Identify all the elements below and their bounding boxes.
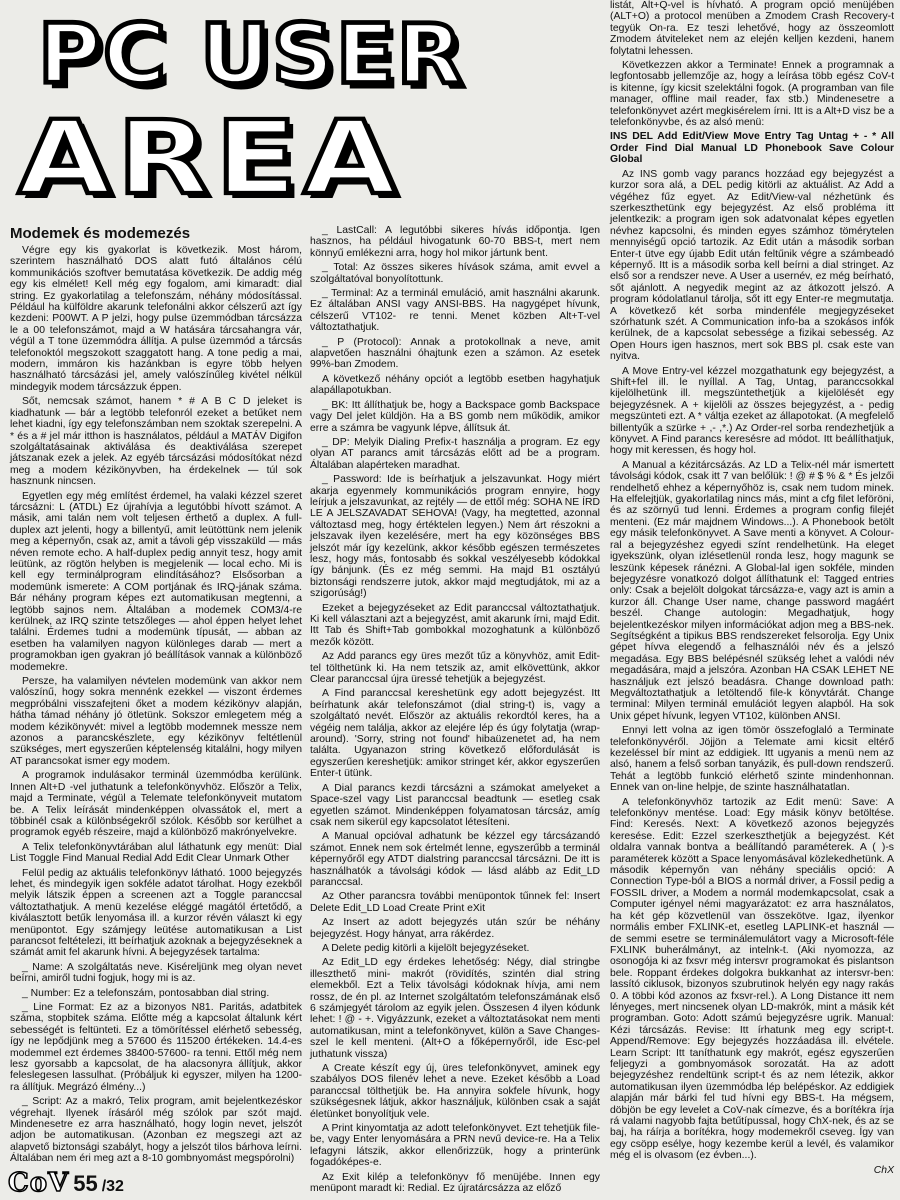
magazine-logo: CoV xyxy=(8,1168,70,1198)
paragraph: A Print kinyomtatja az adott telefonkönyvet. Ezt tehetjük file-be, vagy Enter lenyomására a PRN nevű device-re. Ha a Telix lefagyni látszik, akkor ellenőrizzük, hogy a printerünk fogadóképes-e. xyxy=(310,1123,600,1169)
paragraph: Ezeket a bejegyzéseket az Edit paranccsal változtathatjuk. Ki kell választani azt a bejegyzést, amit akarunk írni, majd Edit. Itt Tab és Shift+Tab gombokkal mozoghatunk a különböző mezők között. xyxy=(310,602,600,648)
paragraph: Az Add parancs egy üres mezőt tűz a könyvhöz, amit Edit-tel tölthetünk ki. Ha nem tetszik az, amit elkövettünk, akkor Clear paranccsal újra üressé tehetjük a bejegyzést. xyxy=(310,651,600,686)
paragraph: Az INS gomb vagy parancs hozzáad egy bejegyzést a kurzor sora alá, a DEL pedig kitörli az aktuálist. Az Add a végéhez fűz egyet. Az Edit/View-val nézhetünk és szerkeszthetünk egy bejegyzést. Az első probléma itt jelentkezik: a program igen sok adatvonalat képes egyetlen névhez kapcsolni, és minden egyes számhoz tömérytelen mennyiségű opció tartozik. Az Edit után a második sorban Enter-t ütve egy újabb Edit után feltűnik végre a számbeadó képernyő. Itt is a második sorba kell beírni a dial stringet. Az első sor a rendszer neve. A User a usernév, ez még beírható, sőt ajánlott. A negyedik megint az az átkozott jelszó. A program kódolatlanul tárolja, sőt itt egy Enter-re megmutatja. A következő két sorba mindenféle megjegyzéseket szórhatunk szét. A Communication info-ba a szokásos infók kerülnek, de a kapcsolat sebessége a fizikai sebesség. Az Open Hours igen hasznos, mert sok BBS pl. csak este van nyitva. xyxy=(610,168,894,363)
column-1 xyxy=(10,245,302,1165)
paragraph: A Create készít egy új, üres telefonkönyvet, aminek egy szabályos DOS filenév lehet a neve. Ezeket később a Load paranccsal tölthetjük be. Ha annyira sokfele hívunk, hogy szükségesnek látjuk, akkor használjuk, különben csak a saját életünket bonyolítjuk vele. xyxy=(310,1063,600,1120)
paragraph: A programok indulásakor terminál üzemmódba kerülünk. Innen Alt+D -vel juthatunk a telefonkönyvhöz. Először a Telix, majd a Terminate, végül a Telemate telefonkönyveit mutatom be. A Telix leírását mindenképpen olvassátok el, mert a többinél csak a különbségekről szólok. Később sor kerülhet a programok egyéb részeire, majd a különböző makrónyelvekre. xyxy=(10,770,302,839)
paragraph: A Manual opcióval adhatunk be kézzel egy tárcsázandó számot. Ennek nem sok értelmét lenne, egyszerűbb a terminál képernyőről egy ATDT dialstring paranccsal tárcsázni. De itt is használhatók a távolsági kódok — lásd alább az Edit_LD paranccsal. xyxy=(310,831,600,888)
command-list: INS DEL Add Edit/View Move Entry Tag Untag + - * All Order Find Dial Manual LD Phonebook Save Colour Global xyxy=(610,131,894,166)
paragraph: A Telix telefonkönyvtárában alul láthatunk egy menüt: Dial List Toggle Find Manual Redial Add Edit Clear Unmark Other xyxy=(10,841,302,865)
paragraph: A Delete pedig kitörli a kijelölt bejegyzéseket. xyxy=(322,942,530,954)
paragraph: listát, Alt+Q-vel is hívható. A program opció menüjében (ALT+O) a protocol menüben a Zmodem Crash Recovery-t tegyük On-ra. Ez teszi lehetővé, hogy az összeomlott Zmodem átviteleket nem az elején kelljen kezdeni, hanem folytatni lehessen. xyxy=(610,0,894,57)
paragraph: A Manual a kézitárcsázás. Az LD a Telix-nél már ismertett távolsági kódok, csak itt 7 van belőlük: ! @ # $ % & * És jelzői rendelhető ehhez a képernyőhöz is, csak nem tudom minek. Ha elfelejtjük, gyakorlatilag nincs más, mint a cfg filet leföröni, és az szörnyű tud lenni. Érdemes a program config filejét menteni. (Ez már majdnem Windows...). A Phonebook betölt egy másik telefonkönyvet. A Save menti a könyvet. A Colour-ral a bejegyzéshez egyedi színt rendelhetünk. Ha eleget igyekszünk, olyan izlésetlenül ronda lesz, hogy magunk se leszünk képesek ránézni. A Global-lal igen sokféle, minden bejegyzésre vonatkozó dolgot állíthatunk el: Tagged entries only: Csak a bejelölt dolgokat tárcsázza-e, vagy azt is amin a kurzor áll. Change User name, change password magáért beszél. Change autologin: Megadhatjuk, hogy bejelentkezéskor milyen információkat adjon meg a BBS-nek. Segítségként a tipikus BBS rendszereket felsorolja. Egy Unix gépet hívva elegendő a felhasználói név és a jelszó megadása. Egy BBS belépésnél szükség lehet a valódi név megadására, majd a jelszóra. Azonban HA CSAK LEHET NE használjuk ezt jelszó beadásra. Change download path: Megváltoztathatjuk a letöltendő file-k könyvtárát. Change terminal: Milyen terminál emulációt legyen alapból. Ha sok Unix gépet hívunk, legyen VT102, különben ANSI. xyxy=(610,459,894,722)
masthead-line2: AREA xyxy=(18,99,403,218)
paragraph: A Move Entry-vel kézzel mozgathatunk egy bejegyzést, a Shift+fel ill. le nyíllal. A Tag, Untag, paranccsokkal kijelölhetünk ill. megszüntethetjük a kijelölését egy bejegyzésnek. A + kijelöli az összes bejegyzést, a - pedig megszünteti ezt. A * váltja ezeket az állapotokat. (A megfelelő billentyűk a szürke + ,- ,*.) Az Order-rel sorba rendezhetjük a könyvet. A Find parancs keresésre ad módot. Itt beállíthatjuk, hogy mit keressen, és hogy hol. xyxy=(610,365,894,457)
author-signature: ChX xyxy=(873,1164,894,1176)
paragraph: Ennyi lett volna az igen tömör összefoglaló a Terminate telefonkönyvéről. Jöjjön a Telemate ami kicsit eltérő kezeléssel bír mint az eddigiek. Itt ugyanis a menü nem az alsó, hanem a felső sorban tanyázik, és pull-down rendszerű. Tehát a legtöbb funkció elérhető szinte mindenhonnan. Ennek van on-line helpje, de szinte használhatatlan. xyxy=(610,725,894,794)
paragraph: _ Terminal: Az a terminál emuláció, amit használni akarunk. Ez általában ANSI vagy ANSI-BBS. Ha nagygépet hívunk, célszerű VT102- re tenni. Menet közben Alt+T-vel változtathatjuk. xyxy=(310,288,600,334)
paragraph: _ LastCall: A legutóbbi sikeres hívás időpontja. Igen hasznos, ha például hivogatunk 60-70 BBS-t, mert nem könnyű emlékezni arra, hogy hol mikor jártunk bent. xyxy=(310,225,600,259)
paragraph: Felül pedig az aktuális telefonkönyv látható. 1000 bejegyzés lehet, és mindegyik igen sokféle adatot tárolhat. Hogy ezekből melyik látszik éppen a screenen azt a Toggle paranccsal változtathatjuk. A menü kezelése eléggé magától értetődő, a kiválasztott betűk lenyomása ill. a kurzor révén választ ki egy menüpontot. Egy számjegy leütése automatikusan a List parancsot feltételezi, itt beírhatjuk azoknak a bejegyzéseknek a számát amit fel akarunk hívni. A bejegyzések tartalma: xyxy=(10,867,302,959)
paragraph: A Find paranccsal kereshetünk egy adott bejegyzést. Itt beírhatunk akár telefonszámot (dial string-t) is, vagy a szolgáltató nevét. Először az aktuális rekordtól keres, ha a végéig nem találja, akkor az elejére lép és úgy folytatja (wrap-around). 'Sorry, string not found' hibaüzenetet ad, ha nem találta. Ugyanazon string következő előfordulását is egyszerűen kereshetjük: amikor stringet kér, akkor egyszerűen Enter-t ütünk. xyxy=(310,688,600,780)
issue-number: 55 xyxy=(73,1171,98,1196)
paragraph: Az Other parancsra további menüpontok tűnnek fel: Insert Delete Edit_LD Load Create Print eXit xyxy=(310,891,600,914)
paragraph: _ P (Protocol): Annak a protokollnak a neve, amit alapvetően használni óhajtunk ezen a számon. Az esetek 99%-ban Zmodem. xyxy=(310,336,600,371)
paragraph: _ Line Format: Ez az a bizonyos N81. Paritás, adatbitek száma, stopbitek száma. Előtte még a kapcsolat általunk kért sebességét is feltünteti. Ez a tömörítéssel elérhető sebesség, így ne lepődjünk meg a 57600 és 115200 értékeken. 14.4-es modemmel ezt érdemes 38400-57600- ra tenni. Ettől még nem lesz gyorsabb a kapcsolat, de ha alacsonyra állítjuk, akkor feleslegesen lassulhat. (Próbáljuk ki egyszer, milyen ha 1200-ra állítjuk. Megrázó élmény...) xyxy=(10,1002,302,1093)
page-number: /32 xyxy=(101,1178,124,1195)
paragraph: Végre egy kis gyakorlat is következik. Most három, szerintem használható DOS alatt futó általános célú kommunikációs szoftver bemutatása következik. De addig még egy kis elmélet! Kell még egy fogalom, ami kimaradt: dial string. Ez gyakorlatilag a telefonszám, néhány módosítással. Például ha külföldre akarunk telefonálni akkor célszerű azt így kezdeni: P00WT. A P jelzi, hogy pulse üzemmódban tárcsázza le a 00 telefonszámot, majd a W hatására tárcsahangra vár, végül a T tone üzemmódra állítja. A pulse üzemmód a tárcsás telefonoktól megszokott szaggatott hang. A tone pedig a mai, modern, immáron kis hazánkban is egyre több helyen használható tárcsázási jel, amely valószínűleg kivétel nélkül mindegyik modem tárcsázzuk éppen. xyxy=(10,245,302,393)
paragraph: A következő néhány opciót a legtöbb esetben hagyhatjuk alapállapotukban. xyxy=(310,373,600,397)
column-2 xyxy=(310,225,600,1195)
paragraph: Sőt, nemcsak számot, hanem * # A B C D jeleket is kiadhatunk — bár a legtöbb telefonról ezeket a betűket nem lehet kiadni, így egy telefonszámban nem szoktak szerepelni. A * és a # jel már itthon is használatos, például a MATÁV Digifon szolgáltatásainak aktiválása és deaktiválása szerepet játszanak ezek a jelek. Az egyéb tárcsázási módosítókat nézd meg a modem kézikönyvben, ha érdekelnek — túl sok hasznunk nincsen. xyxy=(10,396,302,488)
masthead xyxy=(8,8,608,223)
paragraph: _ Number: Ez a telefonszám, pontosabban dial string. xyxy=(22,987,270,999)
paragraph: Az Edit_LD egy érdekes lehetőség: Négy, dial stringbe illeszthető mini- makrót (rövidítés, szintén dial string elemekből. Ezt a Telix távolsági kódoknak hívja, ami nem rossz, de én pl. az Internet szolgáltatóm telefonszámának első 6 számjegyét tárolom az egyik jelen. Összesen 4 ilyen kódunk lehet: ! @ - +. Vigyázzunk, ezeket a változtatásokat nem menti automatikusan, mint a telefonkönyvet, külön a Save Changes-szel le kell menteni. (Alt+O a főképernyőről, ide Esc-pel juthatunk vissza) xyxy=(310,957,600,1060)
article-headline: Modemek és modemezés xyxy=(10,225,191,242)
paragraph: Egyetlen egy még említést érdemel, ha valaki kézzel szeret tárcsázni: L (ATDL) Ez újrahívja a legutóbbi hívott számot. A másik, ami talán nem volt teljesen érthető a duplex. A full-duplex azt jelenti, hogy a billentyű, amit leütöttünk nem jelenik meg a képernyőn, csak az, amit a távoli gép visszaküld — más néven remote echo. A half-duplex pedig annyit tesz, hogy amit leütünk, az rögtön helyben is megjelenik — local echo. Mi is kell egy terminálprogram elindításához? Elsősorban a modemünk ismerete: A COM portjának és IRQ-jának száma. Bár néhány program képes ezt automatikusan megtenni, a legtöbb sajnos nem. Általában a modemek COM3/4-re kerülnek, az IRQ szinte tetszőleges — ahol éppen helyet lehet találni. Érdemes tudni a modemünk típusát, — abban az esetben ha valamilyen nagyon különleges darab — mert a programokban igen gyakran jó beállítások vannak a különböző modemekre. xyxy=(10,490,302,673)
paragraph: Persze, ha valamilyen névtelen modemünk van akkor nem valószínű, hogy sokra mennénk ezekkel — viszont érdemes megpróbálni visszafejteni őket a modem kézikönyv alapján, hátha támad néhány jó ötletünk. Sokszor emlegetem még a modem kézikönyvét: mivel a legtöbb modemnek messze nem azonos a parancskészlete, egy kézikönyv feltétlenül szükséges, mert egyszerűen képtelenség kitalálni, hogy milyen AT parancsokat ismer egy modem. xyxy=(10,676,302,767)
paragraph: Következzen akkor a Terminate! Ennek a programnak a legfontosabb jellemzője az, hogy a leírása több egész CoV-t is kitenne, így kicsit szelektálni fogok. (A programban van file manager, offline mail reader, fax stb.) Mindenesetre a telefonkönyvet azért megkisérelem írni. Itt is a Alt+D visz be a telefonkönyvbe, és az alsó menü: xyxy=(610,60,894,129)
paragraph: Az Insert az adott bejegyzés után szúr be néhány bejegyzést. Hogy hányat, arra rákérdez. xyxy=(310,917,600,940)
page-footer xyxy=(8,1168,124,1198)
paragraph: Az Exit kilép a telefonkönyv fő menüjébe. Innen egy menüpont maradt ki: Redial. Ez újratárcsázza az előző xyxy=(310,1171,600,1195)
paragraph: _ DP: Melyik Dialing Prefix-t használja a program. Ez egy olyan AT parancs amit tárcsázás előtt ad be a program. Általában alapérteken maradhat. xyxy=(310,436,600,471)
paragraph: _ Script: Az a makró, Telix program, amit bejelentkezéskor végrehajt. Ilyenek írásáról még szólok par szót majd. Mindenesetre ez arra használható, hogy login nevet, jelszót adjon be automatikusan. (Azonban ez megszegi azt az alapvető biztonsági szabályt, hogy a jelszót tilos bárhova leírni. Általában nem éri meg azt a 8-10 gombnyomást megspórolni) xyxy=(10,1096,302,1165)
paragraph: _ Name: A szolgáltatás neve. Kiséreljünk meg olyan nevet beírni, amiről tudni fogjuk, hogy mi is az. xyxy=(10,961,302,985)
paragraph: _ Password: Ide is beírhatjuk a jelszavunkat. Hogy miért akarja egyenmely kommunikációs program ennyire, hogy leírjuk a jelszavunkat, az rejtély — de ettől még: SOHA NE ÍRD LE A JELSZAVADAT SEHOVA! (Vagy, ha megtetted, azonnal változtasd meg, hogy értéktelen legyen.) Nem árt részokni a jelszavak ilyen kezelésére, mert ha egy közönséges BBS jelszót már így kezelünk, akkor később egészen természetes lesz, hogy más, fontosabb és sokkal veszélyesebb kódokkal így bánjunk. (És ez még semmi. Ha majd B1 osztályú biztonsági rendszerre jutok, akkor majd megtudjátok, mi az a szigorúság!) xyxy=(310,474,600,600)
masthead-line1: PC USER xyxy=(38,7,465,103)
paragraph: A Dial parancs kezdi tárcsázni a számokat amelyeket a Space-szel vagy List paranccsal beadtunk — esetleg csak egyetlen számot. Mindenképpen folyamatosan tárcsáz, amíg csak nem sikerül egy kapcsolatot létesíteni. xyxy=(310,782,600,828)
paragraph: _ BK: Itt állíthatjuk be, hogy a Backspace gomb Backspace vagy Del jelet küldjön. Ha a BS gomb nem működik, amikor erre a számra be vagyunk lépve, állítsuk át. xyxy=(310,399,600,434)
paragraph: _ Total: Az összes sikeres hívások száma, amit evvel a szolgáltatóval bonyolítottunk. xyxy=(310,262,600,285)
column-3 xyxy=(610,0,894,1180)
paragraph: A telefonkönyvhöz tartozik az Edit menü: Save: A telefonkönyv mentése. Load: Egy másik könyv betöltése. Find: Keresés. Next: A következő azonos bejegyzés keresése. Edit: Ezzel szerkeszthetjük a bejegyzést. Két oldalra vannak bontva a beállítandó paraméterek. A ( )-s paraméterek között a Space lenyomásával közlekedhetünk. A második képernyőn van néhány speciális opció: A Connection Type-ból a BIOS a normál driver, a Fossil pedig a FOSSIL driver, a Modem a normál modemkapcsolat, csak a Computer igényel némi magyarázatot: ez arra használatos, ha két gép közvetlenül van összekötve. Igaz, ilyenkor normális ember FXLINK-et, esetleg LAPLINK-et használ — de semmi esetre se terminálemulátort vagy a Microsoft-féle FXLINK buherálmányt, az intelnk-t. (Aki nyomozza, az osonogója ki az fxsvr még intersvr programokat és pislantson bele. Roppant érdekes dolgokra bukkanhat az intersvr-ben: lassító ciklusok, bizonyos szubrutinok helyén egy nagy rakás 0. A többi kód azonos az fxsvr-rel.). A Long Distance itt nem lényeges, mert nincsenek olyan LD-makrók, mint a másik két programban. Goto: Adott számú bejegyzésre ugrik. Manual: Kézi tárcsázás. Revise: Itt írhatunk meg egy script-t. Append/Remove: Egy bejegyzés hozzáadása ill. elvétele. Learn Script: Itt taníthatunk egy makrót, egész egyszerűen feljegyzi a gombnyomások sorozatát. Ha az adott bejegyzéshez rendeltünk script-t és az nem létezik, akkor automatikusan ilyen üzemmódba lép belépéskor. Az eddigiek alapján már bárki fel tud hívni egy BBS-t. Ha mégsem, döbjön be egy levelet a CoV-nak címezve, és a borítékra írja rá valami nagyobb fajta betűtípussal, hogy ChX-nek, és az se baj, ha ráírja a borítékra, hogy modemekről cseveg. Így van egy csöpp esélye, hogy kezembe kerül a levél, és valamikor még el is olvasom (ez évben...). xyxy=(610,796,894,1162)
